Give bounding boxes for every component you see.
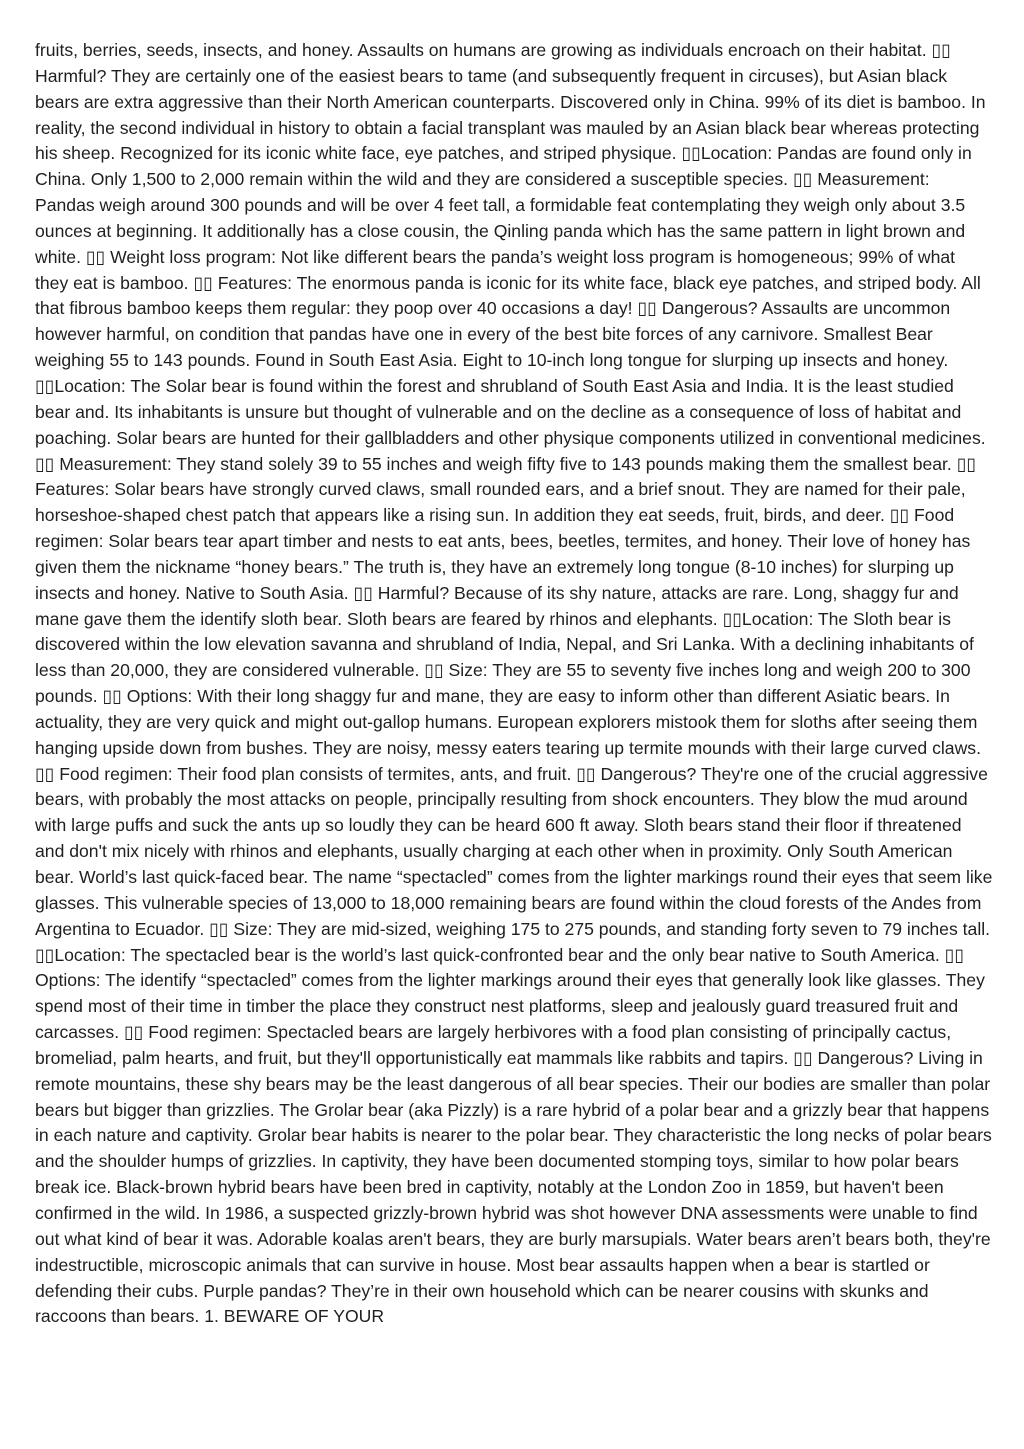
body-paragraph: fruits, berries, seeds, insects, and honey. Assaults on humans are growing as individuals encroach on their habitat. ▯▯ Harmful? They are certainly one of the easiest bears to tame (and subsequently frequent in circuses), but Asian black bears are extra aggressive than their North American counterparts. Discovered only in China. 99% of its diet is bamboo. In reality, the second individual in history to obtain a facial transplant was mauled by an Asian black bear whereas protecting his sheep. Recognized for its iconic white face, eye patches, and striped physique. ▯▯Location: Pandas are found only in China. Only 1,500 to 2,000 remain within the wild and they are considered a susceptible species. ▯▯ Measurement: Pandas weigh around 300 pounds and will be over 4 feet tall, a formidable feat contemplating they weigh only about 3.5 ounces at beginning. It additionally has a close cousin, the Qinling panda which has the same pattern in light brown and white. ▯▯ Weight loss program: Not like different bears the panda’s weight loss program is homogeneous; 99% of what they eat is bamboo. ▯▯ Features: The enormous panda is iconic for its white face, black eye patches, and striped body. All that fibrous bamboo keeps them regular: they poop over 40 occasions a day! ▯▯ Dangerous? Assaults are uncommon however harmful, on condition that pandas have one in every of the best bite forces of any carnivore. Smallest Bear weighing 55 to 143 pounds. Found in South East Asia. Eight to 10-inch long tongue for slurping up insects and honey. ▯▯Location: The Solar bear is found within the forest and shrubland of South East Asia and India. It is the least studied bear and. Its inhabitants is unsure but thought of vulnerable and on the decline as a consequence of loss of habitat and poaching. Solar bears are hunted for their gallbladders and other physique components utilized in conventional medicines. ▯▯ Measurement: They stand solely 39 to 55 inches and weigh fifty five to 143 pounds making them the smallest bear. ▯▯ Features: Solar bears have strongly curved claws, small rounded ears, and a brief snout. They are named for their pale, horseshoe-shaped chest patch that appears like a rising sun. In addition they eat seeds, fruit, birds, and deer. ▯▯ Food regimen: Solar bears tear apart timber and nests to eat ants, bees, beetles, termites, and honey. Their love of honey has given them the nickname “honey bears.” The truth is, they have an extremely long tongue (8-10 inches) for slurping up insects and honey. Native to South Asia. ▯▯ Harmful? Because of its shy nature, attacks are rare. Long, shaggy fur and mane gave them the identify sloth bear. Sloth bears are feared by rhinos and elephants. ▯▯Location: The Sloth bear is discovered within the low elevation savanna and shrubland of India, Nepal, and Sri Lanka. With a declining inhabitants of less than 20,000, they are considered vulnerable. ▯▯ Size: They are 55 to seventy five inches long and weigh 200 to 300 pounds. ▯▯ Options: With their long shaggy fur and mane, they are easy to inform other than different Asiatic bears. In actuality, they are very quick and might out-gallop humans. European explorers mistook them for sloths after seeing them hanging upside down from bushes. They are noisy, messy eaters tearing up termite mounds with their large curved claws. ▯▯ Food regimen: Their food plan consists of termites, ants, and fruit. ▯▯ Dangerous? They're one of the crucial aggressive bears, with probably the most attacks on people, principally resulting from shock encounters. They blow the mud around with large puffs and suck the ants up so loudly they can be heard 600 ft away. Sloth bears stand their floor if threatened and don't mix nicely with rhinos and elephants, usually charging at each other when in proximity. Only South American bear. World’s last quick-faced bear. The name “spectacled” comes from the lighter markings round their eyes that seem like glasses. This vulnerable species of 13,000 to 18,000 remaining bears are found within the cloud forests of the Andes from Argentina to Ecuador. ▯▯ Size: They are mid-sized, weighing 175 to 275 pounds, and standing forty seven to 79 inches tall. ▯▯Location: The spectacled bear is the world’s last quick-confronted bear and the only bear native to South America. ▯▯ Options: The identify “spectacled” comes from the lighter markings around their eyes that generally look like glasses. They spend most of their time in timber the place they construct nest platforms, sleep and jealously guard treasured fruit and carcasses. ▯▯ Food regimen: Spectacled bears are largely herbivores with a food plan consisting of principally cactus, bromeliad, palm hearts, and fruit, but they'll opportunistically eat mammals like rabbits and tapirs. ▯▯ Dangerous? Living in remote mountains, these shy bears may be the least dangerous of all bear species. Their our bodies are smaller than polar bears but bigger than grizzlies. The Grolar bear (aka Pizzly) is a rare hybrid of a polar bear and a grizzly bear that happens in each nature and captivity. Grolar bear habits is nearer to the polar bear. They characteristic the long necks of polar bears and the shoulder humps of grizzlies. In captivity, they have been documented stomping toys, similar to how polar bears break ice. Black-brown hybrid bears have been bred in captivity, notably at the London Zoo in 1859, but haven't been confirmed in the wild. In 1986, a suspected grizzly-brown hybrid was shot however DNA assessments were unable to find out what kind of bear it was. Adorable koalas aren't bears, they are burly marsupials. Water bears aren’t bears both, they're indestructible, microscopic animals that can survive in house. Most bear assaults happen when a bear is startled or defending their cubs. Purple pandas? They’re in their own household which can be nearer cousins with skunks and raccoons than bears. 1. BEWARE OF YOUR — [35, 40, 993, 1327]
document-page — [35, 38, 993, 1438]
